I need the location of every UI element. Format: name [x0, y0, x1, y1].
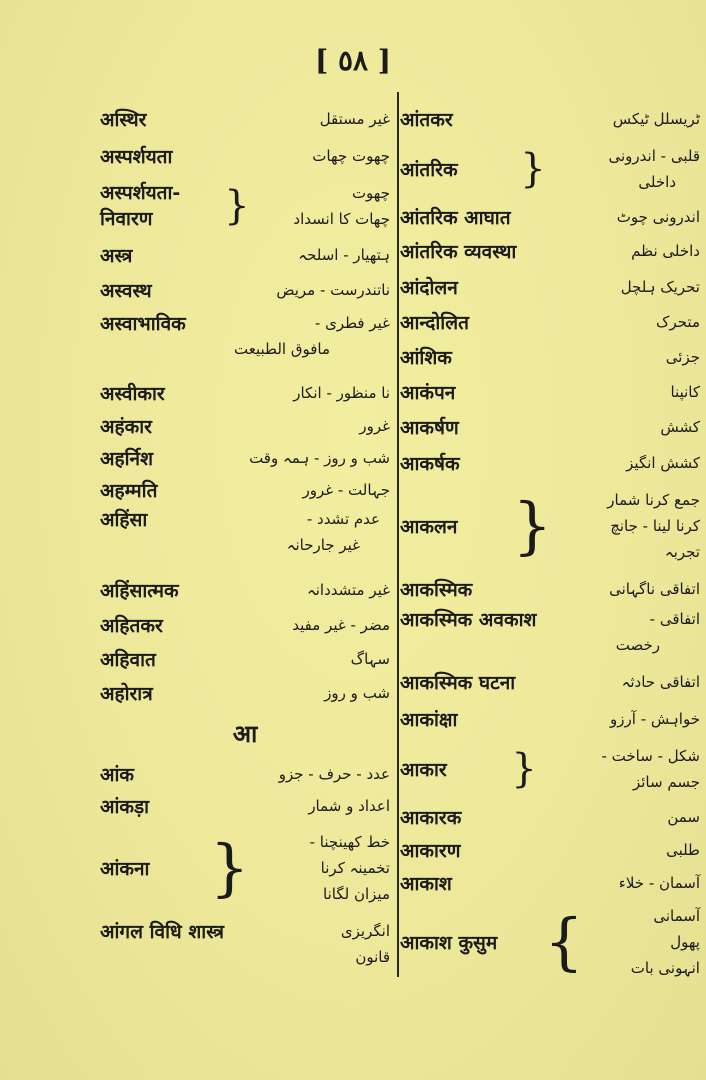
- entry-hindi: आंगल विधि शास्त्र: [100, 921, 225, 943]
- entry-hindi: अस्त्र: [100, 245, 133, 267]
- entry-aank: [100, 758, 390, 790]
- entry-urdu: خواہش - آرزو: [610, 710, 700, 728]
- left-column: [100, 100, 390, 978]
- entry-urdu-block: [609, 143, 701, 195]
- entry-hindi: अहिवात: [100, 649, 156, 671]
- entry-urdu: جسم سائز: [632, 773, 700, 791]
- entry-urdu: انگریزی: [340, 922, 390, 940]
- brace-icon: {: [544, 905, 584, 978]
- entry-aakampan: [400, 376, 700, 408]
- entry-urdu: ناتندرست - مریض: [276, 281, 390, 299]
- entry-urdu-block: [293, 180, 390, 232]
- entry-urdu: جزئی: [665, 348, 700, 366]
- entry-ahoratra: [100, 676, 390, 710]
- entry-hindi: आंतकर: [400, 109, 453, 131]
- entry-hindi: अस्वस्थ: [100, 280, 152, 302]
- entry-ahivat: [100, 642, 390, 676]
- entry-ahankar: [100, 410, 390, 442]
- entry-aankda: [100, 790, 390, 822]
- entry-aakanksha: [400, 700, 700, 738]
- entry-asparshyata: [100, 138, 390, 174]
- entry-urdu: مضر - غیر مفید: [292, 616, 390, 634]
- entry-hindi: आंकना: [100, 858, 150, 880]
- entry-hindi: अहिंसात्मक: [100, 580, 179, 602]
- entry-aantkar: [400, 100, 700, 138]
- entry-aantarik-vyavastha: [400, 234, 700, 268]
- entry-ahammati: [100, 474, 390, 506]
- entry-urdu: شب و روز - ہمہ وقت: [249, 449, 390, 467]
- entry-urdu: طلبی: [666, 841, 700, 859]
- entry-urdu: اتفاقی حادثہ: [621, 673, 700, 691]
- entry-hindi: आकारण: [400, 840, 461, 862]
- entry-urdu: عدد - حرف - جزو: [278, 765, 390, 783]
- entry-hindi: अहर्निश: [100, 448, 153, 470]
- entry-aakalan: [400, 480, 700, 572]
- entry-urdu: کرنا لینا - جانچ: [610, 517, 700, 535]
- brace-icon: }: [511, 746, 537, 792]
- entry-urdu: شب و روز: [324, 684, 390, 702]
- entry-urdu: غیر متشددانہ: [306, 581, 390, 599]
- entry-urdu: اندرونی چوٹ: [616, 208, 700, 226]
- entry-urdu-block: [602, 743, 700, 795]
- entry-urdu-block: [287, 506, 390, 558]
- entry-urdu: آسمانی: [653, 907, 700, 925]
- entry-hindi: अहितकर: [100, 615, 163, 637]
- entry-urdu: سہاگ: [350, 650, 390, 668]
- entry-hindi: आंक: [100, 764, 135, 786]
- entry-urdu: داخلی نظم: [631, 242, 700, 260]
- entry-hindi: अहंकार: [100, 416, 152, 438]
- entry-hindi: आकलन: [400, 516, 458, 538]
- entry-urdu: جہالت - غرور: [302, 481, 390, 499]
- entry-urdu-block: [310, 829, 390, 907]
- entry-hindi: अहिंसा: [100, 509, 148, 531]
- entry-urdu: چھات کا انسداد: [293, 210, 390, 228]
- entry-urdu: خط کھینچنا -: [309, 833, 390, 851]
- entry-hindi: आन्दोलित: [400, 312, 469, 334]
- entry-urdu: انہونی بات: [630, 959, 700, 977]
- entry-urdu: غیر جارحانہ: [286, 536, 360, 554]
- entry-hindi: अस्थिर: [100, 109, 147, 131]
- entry-hindi: आकस्मिक: [400, 579, 473, 601]
- entry-urdu: تحریک ہلچل: [620, 278, 700, 296]
- entry-urdu: آسمان - خلاء: [618, 874, 700, 892]
- entry-aakarshan: [400, 408, 700, 446]
- entry-hindi: अस्पर्शयता-: [100, 182, 181, 204]
- entry-hindi: आकस्मिक घटना: [400, 672, 516, 694]
- entry-hindi: आंदोलन: [400, 277, 458, 299]
- entry-hindi: अहम्मति: [100, 480, 158, 502]
- entry-urdu: اتفاقی -: [649, 610, 700, 628]
- entry-urdu: سمن: [667, 808, 700, 826]
- entry-asvikar: [100, 376, 390, 410]
- entry-urdu: رخصت: [615, 636, 660, 654]
- entry-astra: [100, 238, 390, 272]
- entry-aakash-kusum: [400, 900, 700, 984]
- entry-urdu: شکل - ساخت -: [601, 747, 700, 765]
- entry-aharnish: [100, 442, 390, 474]
- entry-urdu: غیر فطری -: [314, 314, 390, 332]
- entry-urdu: ہتھیار - اسلحہ: [298, 246, 390, 264]
- entry-urdu: میزان لگانا: [323, 885, 390, 903]
- right-column: [400, 100, 700, 984]
- entry-hindi: आंशिक: [400, 347, 452, 369]
- entry-asparshyata-nivaran: [100, 174, 390, 238]
- entry-asthir: [100, 100, 390, 138]
- entry-urdu: غیر مستقل: [319, 110, 390, 128]
- entry-urdu: اتفاقی ناگہانی: [609, 580, 700, 598]
- entry-hindi: आकंपन: [400, 382, 456, 404]
- entry-urdu: اعداد و شمار: [308, 797, 390, 815]
- section-heading: आ: [232, 720, 258, 748]
- entry-aakarshak: [400, 446, 700, 480]
- entry-hindi: आकाश: [400, 873, 452, 895]
- entry-urdu: پھول: [670, 933, 700, 951]
- entry-urdu: کشش انگیز: [626, 454, 700, 472]
- entry-hindi: आकर्षक: [400, 453, 460, 475]
- entry-aakash: [400, 866, 700, 900]
- entry-hindi-continued: निवारण: [100, 208, 153, 230]
- column-divider: [397, 92, 399, 977]
- entry-hindi: आकार: [400, 759, 447, 781]
- entry-aakar: [400, 738, 700, 800]
- entry-urdu: کشش: [660, 418, 700, 436]
- entry-hindi: आंकड़ा: [100, 796, 150, 818]
- entry-urdu: نا منظور - انکار: [293, 384, 390, 402]
- entry-aakasmik-avkash: [400, 606, 700, 664]
- entry-urdu-block: [341, 918, 390, 970]
- page-number: [ ٥٨ ]: [314, 44, 392, 77]
- entry-urdu: کانپنا: [670, 383, 700, 401]
- entry-asvabhavik: [100, 308, 390, 376]
- entry-urdu: جمع کرنا شمار: [607, 491, 700, 509]
- entry-hindi: अहोरात्र: [100, 683, 153, 705]
- entry-hindi: अस्वाभाविक: [100, 313, 186, 335]
- brace-icon: }: [520, 146, 546, 192]
- entry-urdu-block: [631, 903, 700, 981]
- entry-aandolit: [400, 306, 700, 338]
- entry-urdu: داخلی: [638, 173, 676, 191]
- entry-ahimsa: [100, 506, 390, 572]
- entry-urdu: غرور: [359, 417, 390, 435]
- entry-aakarak: [400, 800, 700, 834]
- entry-asvasth: [100, 272, 390, 308]
- entry-urdu: قلبی - اندرونی: [608, 147, 700, 165]
- entry-aankna: [100, 822, 390, 914]
- entry-urdu-block: [616, 606, 700, 658]
- brace-icon: }: [209, 831, 250, 904]
- entry-hindi: आंतरिक आघात: [400, 207, 511, 229]
- entry-urdu: تجربہ: [664, 543, 700, 561]
- entry-hindi: आकांक्षा: [400, 709, 458, 731]
- entry-aakaran: [400, 834, 700, 866]
- entry-urdu: متحرک: [656, 313, 700, 331]
- entry-aakasmik: [400, 572, 700, 606]
- entry-urdu: قانون: [355, 948, 390, 966]
- entry-urdu-block: [234, 310, 390, 362]
- entry-aantarik: [400, 138, 700, 200]
- entry-urdu: چھوت چھات: [312, 147, 390, 165]
- entry-hindi: आकारक: [400, 807, 462, 829]
- entry-urdu: مافوق الطبیعت: [234, 340, 330, 358]
- entry-urdu-block: [607, 487, 700, 565]
- entry-aandolan: [400, 268, 700, 306]
- entry-hindi: अस्वीकार: [100, 383, 165, 405]
- entry-ahimsatmak: [100, 572, 390, 608]
- entry-aanshik: [400, 338, 700, 376]
- entry-hindi: आंतरिक व्यवस्था: [400, 241, 517, 263]
- entry-urdu: عدم تشدد -: [306, 510, 380, 528]
- entry-aantarik-aaghat: [400, 200, 700, 234]
- entry-aakasmik-ghatna: [400, 664, 700, 700]
- entry-hindi: आंतरिक: [400, 159, 458, 181]
- entry-hindi: आकर्षण: [400, 417, 459, 439]
- entry-ahitkar: [100, 608, 390, 642]
- brace-icon: }: [224, 183, 250, 229]
- entry-urdu: چھوت: [351, 184, 390, 202]
- brace-icon: }: [512, 489, 553, 562]
- entry-urdu: ٹریسلل ٹیکس: [612, 110, 700, 128]
- entry-hindi: अस्पर्शयता: [100, 146, 173, 168]
- entry-aangal-vidhi-shastra: [100, 914, 390, 978]
- entry-urdu: تخمینہ کرنا: [320, 859, 390, 877]
- entry-hindi: आकाश कुसुम: [400, 932, 498, 954]
- entry-hindi: आकस्मिक अवकाश: [400, 609, 537, 631]
